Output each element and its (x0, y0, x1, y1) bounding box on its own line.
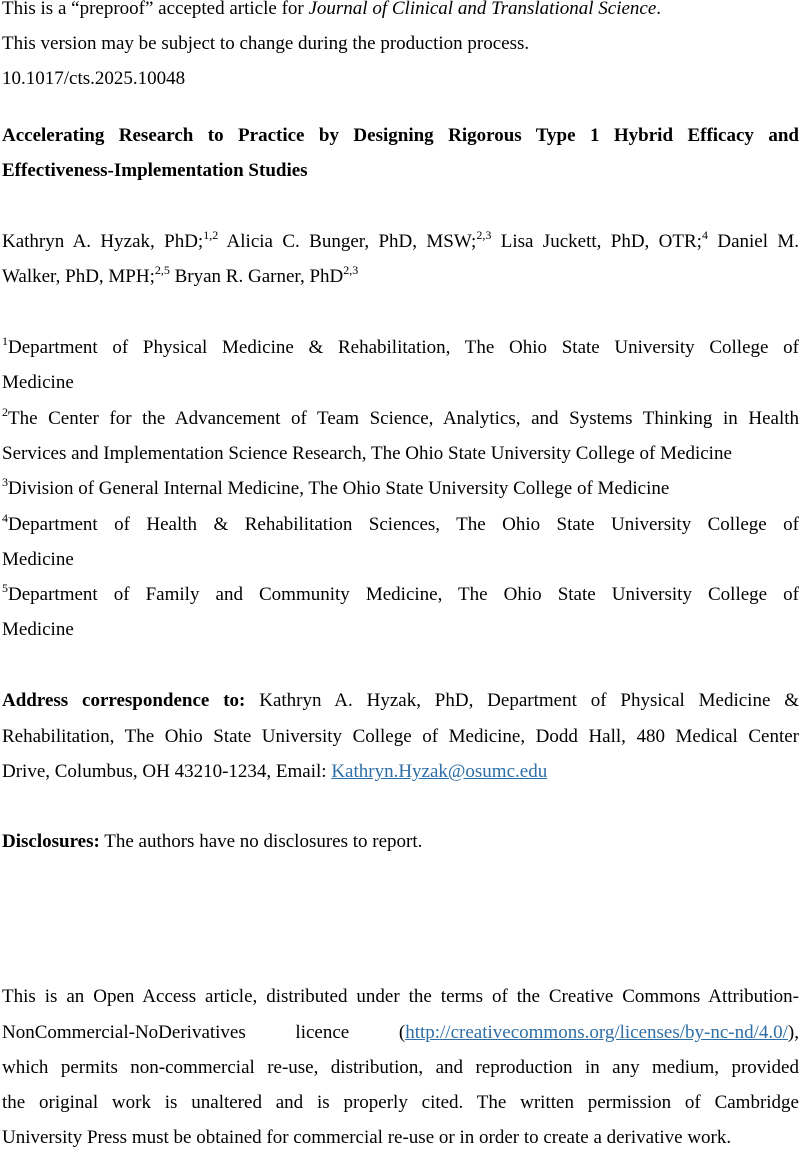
affiliation-4 (2, 513, 799, 537)
correspondence-email-link[interactable]: Kathryn.Hyzak@osumc.edu (331, 761, 548, 782)
affiliation-3 (2, 477, 799, 501)
affiliation-number: 5 (2, 581, 8, 595)
correspondence-text: Kathryn A. Hyzak, PhD, Department of Physical Medicine & (245, 690, 800, 711)
author-list-line-2 (2, 265, 799, 289)
disclosures-text: The authors have no disclosures to report. (99, 831, 423, 852)
affiliation-2 (2, 407, 799, 431)
correspondence-line-3 (2, 760, 799, 784)
correspondence-label: Address correspondence to: (2, 690, 246, 711)
article-title-line-1: Accelerating Research to Practice by Designing Rigorous Type 1 Hybrid Efficacy and (2, 125, 799, 146)
doi: 10.1017/cts.2025.10048 (2, 68, 186, 89)
author-affiliation-ref: 1,2 (203, 228, 219, 242)
license-url-link[interactable]: http://creativecommons.org/licenses/by-nc-nd/4.0/ (405, 1022, 788, 1043)
disclosures (2, 830, 799, 854)
author-name: Alicia C. Bunger, PhD, MSW; (226, 231, 477, 252)
affiliation-2-cont: Services and Implementation Science Research, The Ohio State University College of Medicine (2, 443, 732, 464)
preproof-suffix: . (656, 0, 662, 19)
affiliation-5 (2, 583, 799, 607)
author-name: Lisa Juckett, PhD, OTR; (500, 231, 702, 252)
affiliation-text: Department of Family and Community Medicine, The Ohio State University College of (8, 584, 799, 605)
license-line-1: This is an Open Access article, distributed under the terms of the Creative Commons Attribution- (2, 986, 799, 1007)
affiliation-number: 1 (2, 334, 8, 348)
license-line-3: which permits non-commercial re-use, distribution, and reproduction in any medium, provided (2, 1057, 799, 1078)
correspondence-line-2: Rehabilitation, The Ohio State University College of Medicine, Dodd Hall, 480 Medical Center (2, 726, 799, 747)
affiliation-4-cont: Medicine (2, 549, 74, 570)
license-line-2 (2, 1021, 799, 1045)
author-name: Daniel M. (717, 231, 800, 252)
journal-name: Journal of Clinical and Translational Science (308, 0, 657, 19)
affiliation-number: 4 (2, 511, 8, 525)
preproof-notice (2, 0, 799, 21)
author-name: Walker, PhD, MPH; (2, 266, 155, 287)
affiliation-text: The Center for the Advancement of Team Science, Analytics, and Systems Thinking in Health (8, 408, 799, 429)
affiliation-5-cont: Medicine (2, 619, 74, 640)
affiliation-text: Department of Health & Rehabilitation Sciences, The Ohio State University College of (8, 514, 799, 535)
affiliation-number: 2 (2, 405, 8, 419)
affiliation-1-cont: Medicine (2, 372, 74, 393)
disclosures-label: Disclosures: (2, 831, 100, 852)
author-affiliation-ref: 4 (701, 228, 708, 242)
license-text: NonCommercial-NoDerivatives licence ( (2, 1022, 406, 1043)
affiliation-text: Department of Physical Medicine & Rehabilitation, The Ohio State University College of (8, 337, 799, 358)
author-affiliation-ref: 2,5 (154, 263, 170, 277)
preproof-prefix: This is a “preproof” accepted article for (2, 0, 309, 19)
article-title-line-2: Effectiveness-Implementation Studies (2, 160, 308, 181)
author-affiliation-ref: 2,3 (476, 228, 492, 242)
correspondence-line-1 (2, 689, 799, 713)
author-name: Bryan R. Garner, PhD (174, 266, 344, 287)
author-affiliation-ref: 2,3 (343, 263, 359, 277)
affiliation-1 (2, 336, 799, 360)
license-line-5: University Press must be obtained for commercial re-use or in order to create a derivative work. (2, 1127, 732, 1148)
version-note: This version may be subject to change during the production process. (2, 33, 530, 54)
author-name: Kathryn A. Hyzak, PhD; (2, 231, 204, 252)
affiliation-text: Division of General Internal Medicine, The Ohio State University College of Medicine (8, 478, 670, 499)
license-text: ), (787, 1022, 799, 1043)
license-line-4: the original work is unaltered and is properly cited. The written permission of Cambridge (2, 1092, 799, 1113)
affiliation-number: 3 (2, 475, 8, 489)
author-list-line-1 (2, 230, 799, 254)
correspondence-text: Drive, Columbus, OH 43210-1234, Email: (2, 761, 332, 782)
